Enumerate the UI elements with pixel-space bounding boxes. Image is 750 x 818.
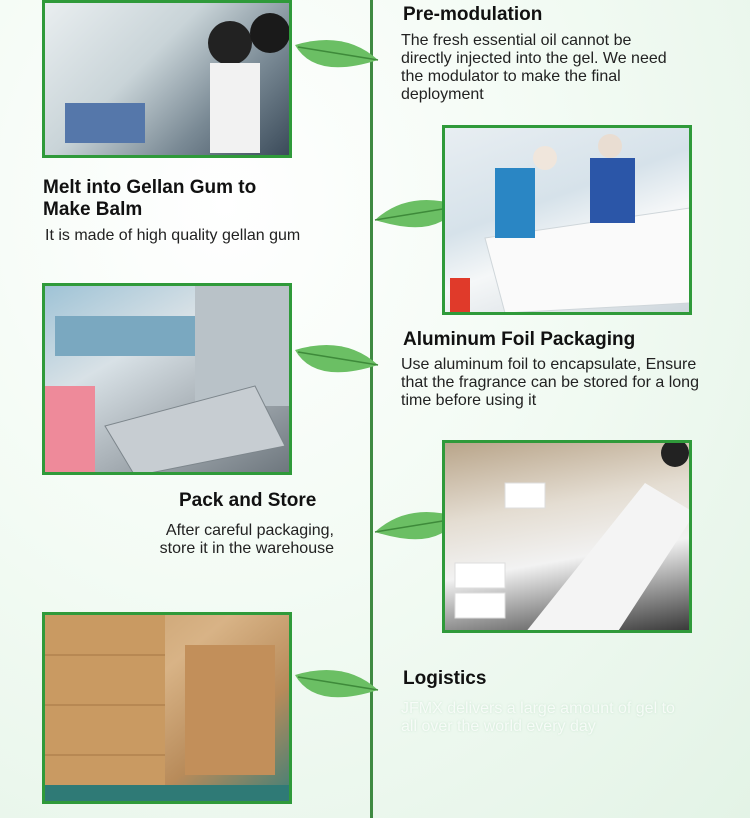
warehouse-packing-photo (442, 440, 692, 633)
step-title-pack-store: Pack and Store (179, 490, 317, 511)
boxes-scene-icon (45, 615, 292, 804)
packaging-line-photo (442, 125, 692, 315)
logistics-boxes-photo (42, 612, 292, 804)
step-desc-pre-modulation: The fresh essential oil cannot be directly injected into the gel. We need the modulator to make the final deployment (401, 32, 667, 103)
factory-scene-icon (445, 128, 692, 315)
lab-scene-icon (45, 3, 292, 158)
leaf-icon (290, 665, 380, 715)
step-title-foil-packaging: Aluminum Foil Packaging (403, 329, 636, 350)
step-title-pre-modulation: Pre-modulation (403, 4, 543, 25)
step-desc-pack-store: After careful packaging, store it in the warehouse (159, 522, 334, 557)
leaf-icon (290, 35, 380, 85)
step-desc-logistics: JFMX delivers a large amount of gel to all over the world every day (401, 700, 675, 735)
lab-photo (42, 0, 292, 158)
step-desc-gellan-gum: It is made of high quality gellan gum (45, 227, 301, 244)
step-desc-foil-packaging: Use aluminum foil to encapsulate, Ensure that the fragrance can be stored for a long time before using it (401, 356, 699, 409)
packing-scene-icon (445, 443, 692, 633)
leaf-icon (290, 340, 380, 390)
step-title-logistics: Logistics (403, 668, 487, 689)
step-title-gellan-gum: Melt into Gellan Gum to Make Balm (43, 177, 257, 220)
machine-scene-icon (45, 286, 292, 475)
filling-machine-photo (42, 283, 292, 475)
